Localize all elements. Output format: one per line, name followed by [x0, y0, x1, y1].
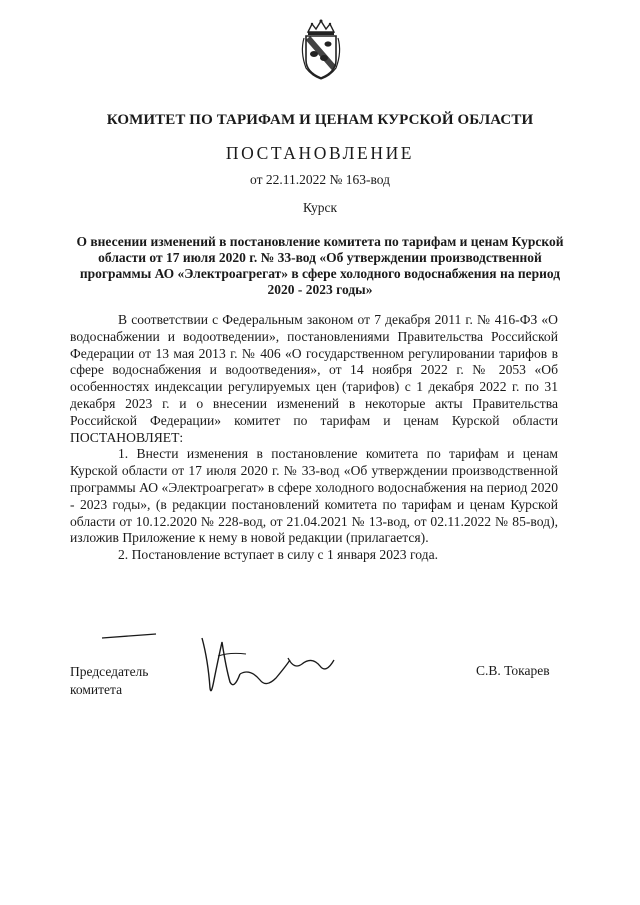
document-title: О внесении изменений в постановление комитета по тарифам и ценам Курской области от 17 июля 2020 г. № 33-вод «Об утверждении производственной программы АО «Электроагрегат» в сфере холодного водоснабжения на период 2020 - 2023 годы» — [76, 234, 564, 297]
item-2-paragraph: 2. Постановление вступает в силу с 1 января 2023 года. — [118, 547, 438, 563]
document-body — [70, 312, 558, 564]
coat-of-arms-icon — [298, 18, 344, 80]
document-type: ПОСТАНОВЛЕНИЕ — [225, 143, 415, 163]
signatory-position-line2: комитета — [70, 682, 123, 697]
document-city: Курск — [302, 200, 338, 215]
signatory-position-line1: Председатель — [70, 664, 149, 679]
document-date-number: от 22.11.2022 № 163-вод — [250, 172, 390, 187]
signatory-name: С.В. Токарев — [476, 663, 550, 678]
committee-name: КОМИТЕТ ПО ТАРИФАМ И ЦЕНАМ КУРСКОЙ ОБЛАСТИ — [106, 112, 534, 128]
preamble-paragraph: В соответствии с Федеральным законом от 7 декабря 2011 г. № 416-ФЗ «О водоснабжении и водоотведении», постановлениями Правительства Российской Федерации от 13 мая 2013 г. № 406 «О государственном регулировании тарифов в сфере водоснабжения и водоотведения», от 14 ноября 2022 г. № 2053 «Об особенностях индексации регулируемых цен (тарифов) с 1 декабря 2022 г. по 31 декабря 2023 г. и о внесении изменений в некоторые акты Правительства Российской Федерации» комитет по тарифам и ценам Курской области ПОСТАНОВЛЯЕТ: — [70, 312, 558, 445]
signatory-position — [70, 663, 148, 699]
item-1-paragraph: 1. Внести изменения в постановление комитета по тарифам и ценам Курской области от 17 июля 2020 г. № 33-вод «Об утверждении производственной программы АО «Электроагрегат» в сфере холодного водоснабжения на период 2020 - 2023 годы», (в редакции постановлений комитета по тарифам и ценам Курской области от 10.12.2020 № 228-вод, от 21.04.2021 № 13-вод, от 02.11.2022 № 85-вод), изложив Приложение к нему в новой редакции (прилагается). — [70, 446, 558, 546]
